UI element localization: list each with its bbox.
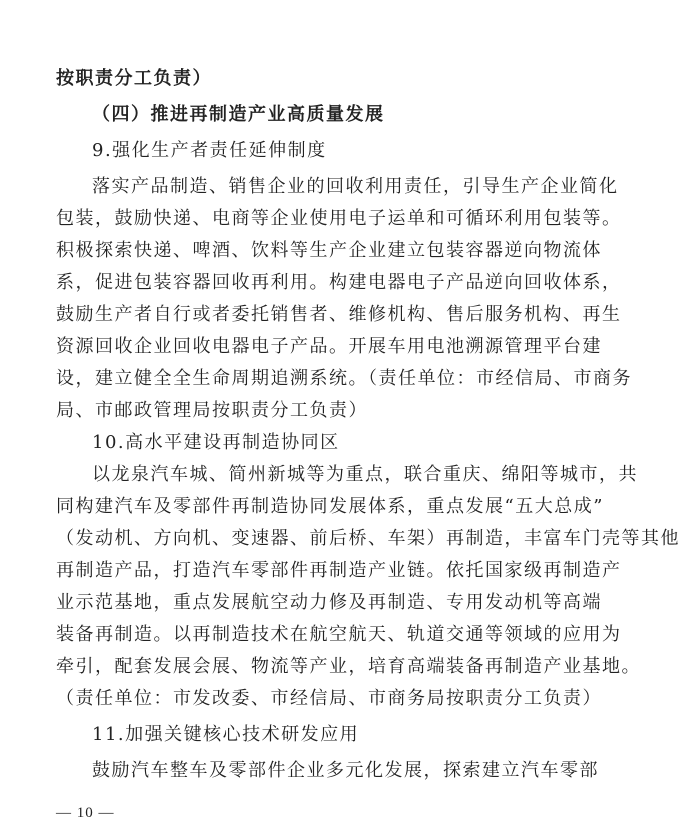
paragraph-line: 落实产品制造、销售企业的回收利用责任，引导生产企业简化 bbox=[92, 176, 619, 197]
paragraph-line: 资源回收企业回收电器电子产品。开展车用电池溯源管理平台建 bbox=[56, 336, 602, 357]
paragraph-line: 牵引，配套发展会展、物流等产业，培育高端装备再制造产业基地。 bbox=[56, 656, 641, 677]
paragraph-line: 鼓励汽车整车及零部件企业多元化发展，探索建立汽车零部 bbox=[92, 760, 599, 781]
paragraph-line: （责任单位：市发改委、市经信局、市商务局按职责分工负责） bbox=[56, 688, 602, 709]
paragraph-line: 同构建汽车及零部件再制造协同发展体系，重点发展“五大总成” bbox=[56, 496, 604, 517]
paragraph-line: 业示范基地，重点发展航空动力修及再制造、专用发动机等高端 bbox=[56, 592, 602, 613]
paragraph-line: （发动机、方向机、变速器、前后桥、车架）再制造，丰富车门壳等其他 bbox=[56, 528, 680, 549]
paragraph-line: 设，建立健全全生命周期追溯系统。（责任单位：市经信局、市商务 bbox=[56, 368, 632, 389]
paragraph-line: 包装，鼓励快递、电商等企业使用电子运单和可循环利用包装等。 bbox=[56, 208, 622, 229]
page-number: — 10 — bbox=[56, 805, 115, 821]
subsection-heading: 10.高水平建设再制造协同区 bbox=[92, 432, 340, 453]
subsection-heading: 11.加强关键核心技术研发应用 bbox=[92, 724, 360, 745]
subsection-heading: 9.强化生产者责任延伸制度 bbox=[92, 140, 327, 161]
paragraph-line: 以龙泉汽车城、简州新城等为重点，联合重庆、绵阳等城市，共 bbox=[92, 464, 638, 485]
paragraph-line: 局、市邮政管理局按职责分工负责） bbox=[56, 400, 368, 421]
paragraph-line: 装备再制造。以再制造技术在航空航天、轨道交通等领域的应用为 bbox=[56, 624, 622, 645]
paragraph-line: 系，促进包装容器回收再利用。构建电器电子产品逆向回收体系， bbox=[56, 272, 622, 293]
paragraph-line: 鼓励生产者自行或者委托销售者、维修机构、售后服务机构、再生 bbox=[56, 304, 622, 325]
text-line: 按职责分工负责） bbox=[56, 68, 212, 89]
paragraph-line: 再制造产品，打造汽车零部件再制造产业链。依托国家级再制造产 bbox=[56, 560, 622, 581]
section-heading: （四）推进再制造产业高质量发展 bbox=[92, 104, 385, 125]
paragraph-line: 积极探索快递、啤酒、饮料等生产企业建立包装容器逆向物流体 bbox=[56, 240, 602, 261]
